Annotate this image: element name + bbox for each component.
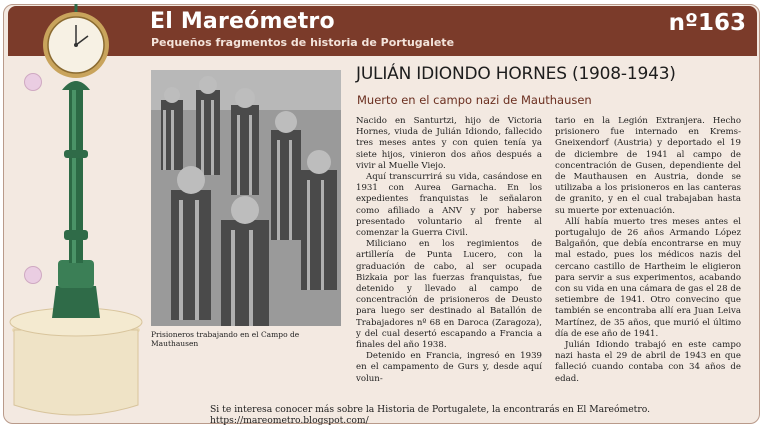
article-column-1 [356, 116, 542, 385]
article-column-2 [555, 116, 741, 385]
issue-number: nº163 [668, 10, 746, 36]
paragraph: tario en la Legión Extranjera. Hecho prisionero fue internado en Krems-Gneixendorf (Austria) y deportado el 19 de diciembre de 1941 al campo de concentración de Gusen, dependiente del de Mauthausen en Austria, donde se utilizaba a los prisioneros en las canteras de granito, y en el cual trabajaban hasta su muerte por extenuación. [555, 116, 741, 216]
paragraph: Julián Idiondo trabajó en este campo nazi hasta el 29 de abril de 1943 en que falleció cuando contaba con 34 años de edad. [555, 340, 741, 384]
page-title: El Mareómetro [150, 9, 335, 34]
mareometro-lamp-illustration [0, 0, 150, 432]
paragraph: Miliciano en los regimientos de artillería de Punta Lucero, con la graduación de cabo, al ser ocupada Bizkaia por las fuerzas franquistas, fue detenido y llevado al campo de concentración de prisioneros de Deusto para luego ser destinado al Batallón de Trabajadores nº 68 en Daroca (Zaragoza), y del cual desertó escapando a Francia a finales del año 1938. [356, 239, 542, 351]
footer-note: Si te interesa conocer más sobre la Historia de Portugalete, la encontrarás en El Mareómetro. https://mareometro.blogspot.com/ [210, 404, 651, 426]
photo-caption: Prisioneros trabajando en el Campo de Mauthausen [151, 330, 300, 348]
article-title: JULIÁN IDIONDO HORNES (1908-1943) [356, 64, 676, 84]
paragraph: Nacido en Santurtzi, hijo de Victoria Hornes, viuda de Julián Idiondo, fallecido tres meses antes y con quien tenía ya siete hijos, vinieron dos años después a vivir al Muelle Viejo. [356, 116, 542, 171]
article-subtitle: Muerto en el campo nazi de Mauthausen [357, 93, 592, 107]
paragraph: Aquí transcurrirá su vida, casándose en 1931 con Aurea Garnacha. En los expedientes franquistas le señalaron como afiliado a ANV y por haberse presentado voluntario al frente al comenzar la Guerra Civil. [356, 172, 542, 239]
paragraph: Detenido en Francia, ingresó en 1939 en el campamento de Gurs y, desde aquí volun- [356, 351, 542, 384]
page-subtitle: Pequeños fragmentos de historia de Portugalete [151, 36, 455, 49]
paragraph: Allí había muerto tres meses antes el portugalujo de 26 años Armando López Balgañón, que debía encontrarse en muy mal estado, pues los médicos nazis del cercano castillo de Hartheim le eligieron para servir a sus experimentos, acabando con su vida en una cámara de gas el 28 de setiembre de 1941. Otro convecino que también se encontraba allí era Juan Leiva Martínez, de 35 años, que murió el último día de ese año de 1941. [555, 216, 741, 339]
prisoners-photo [151, 70, 341, 326]
